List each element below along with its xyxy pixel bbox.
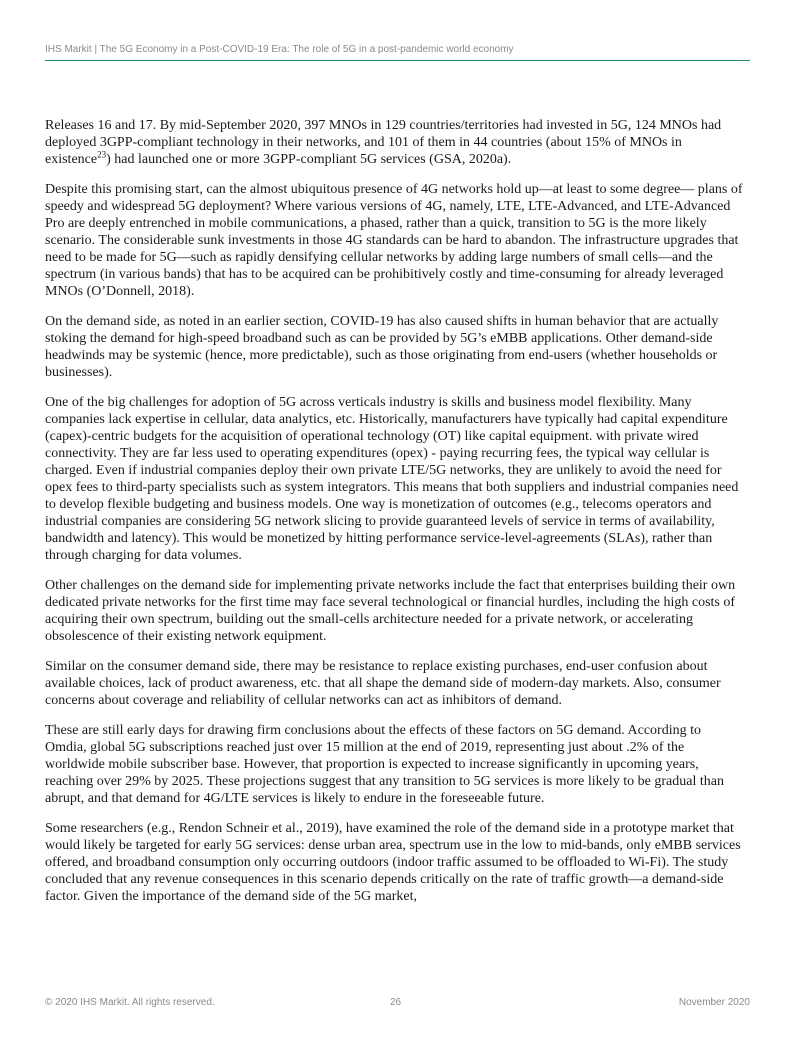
paragraph-1-text-b: ) had launched one or more 3GPP-compliant 5G services (GSA, 2020a). <box>106 152 512 167</box>
running-header: IHS Markit | The 5G Economy in a Post-COVID-19 Era: The role of 5G in a post-pandemic world economy <box>45 44 514 55</box>
paragraph-5: Other challenges on the demand side for implementing private networks include the fact that enterprises building their own dedicated private networks for the first time may face several technological or financial hurdles, including the high costs of acquiring their own spectrum, building out the small-cells architecture needed for a private network, or accelerating obsolescence of their existing network equipment. <box>45 578 736 644</box>
paragraph-8: Some researchers (e.g., Rendon Schneir et al., 2019), have examined the role of the demand side in a prototype market that would likely be targeted for early 5G services: dense urban area, spectrum use in the low to mid-bands, only eMBB services offered, and broadband consumption only occurring outdoors (indoor traffic assumed to be offloaded to Wi-Fi). The study concluded that any revenue consequences in this scenario depends critically on the rate of traffic growth—a demand-side factor. Given the importance of the demand side of the 5G market, <box>45 821 741 904</box>
page-footer <box>45 997 750 1011</box>
document-body <box>45 117 745 918</box>
paragraph-1-text-a: Releases 16 and 17. By mid-September 2020, 397 MNOs in 129 countries/territories had invested in 5G, 124 MNOs had deployed 3GPP-compliant technology in their networks, and 101 of them in 44 countries (about 15% of MNOs in existence <box>45 118 722 167</box>
paragraph-2: Despite this promising start, can the almost ubiquitous presence of 4G networks hold up—at least to some degree— plans of speedy and widespread 5G deployment? Where various versions of 4G, namely, LTE, LTE-Advanced, and LTE-Advanced Pro are deeply entrenched in mobile communications, a phased, rather than a quick, transition to 5G is the more likely scenario. The considerable sunk investments in those 4G standards can be hard to abandon. The infrastructure upgrades that need to be made for 5G—such as rapidly densifying cellular networks by adding large numbers of small cells—and the spectrum (in various bands) that has to be acquired can be prohibitively costly and time-consuming for already leveraged MNOs (O’Donnell, 2018). <box>45 182 743 299</box>
footnote-ref-23[interactable]: 23 <box>97 149 107 160</box>
paragraph-4: One of the big challenges for adoption of 5G across verticals industry is skills and business model flexibility. Many companies lack expertise in cellular, data analytics, etc. Historically, manufacturers have typically had capital expenditure (capex)-centric budgets for the acquisition of operational technology (OT) like capital equipment. with private wired connectivity. They are far less used to operating expenditures (opex) - paying recurring fees, the typical way cellular is charged. Even if industrial companies deploy their own private LTE/5G networks, they are unlikely to avoid the need for opex fees to third-party specialists such as system integrators. This means that both suppliers and industrial companies need to develop flexible budgeting and business models. One way is monetization of outcomes (e.g., telecoms operators and industrial companies are considering 5G network slicing to provide guaranteed levels of service in terms of availability, bandwidth and latency). This would be monetized by hitting performance service-level-agreements (SLAs), rather than through charging for data volumes. <box>45 395 739 563</box>
footer-page-number: 26 <box>390 997 402 1008</box>
paragraph-1 <box>45 117 745 168</box>
paragraph-3: On the demand side, as noted in an earlier section, COVID-19 has also caused shifts in human behavior that are actually stoking the demand for high-speed broadband such as can be provided by 5G’s eMBB applications. Other demand-side headwinds may be systemic (hence, more predictable), such as those originating from end-users (whether households or businesses). <box>45 314 719 380</box>
paragraph-6: Similar on the consumer demand side, there may be resistance to replace existing purchases, end-user confusion about available choices, lack of product awareness, etc. that all shape the demand side of modern-day markets. Also, consumer concerns about coverage and reliability of cellular networks can act as inhibitors of demand. <box>45 659 721 708</box>
footer-date: November 2020 <box>678 997 750 1008</box>
header-divider <box>45 60 750 61</box>
footer-copyright: © 2020 IHS Markit. All rights reserved. <box>45 997 215 1008</box>
paragraph-7: These are still early days for drawing firm conclusions about the effects of these factors on 5G demand. According to Omdia, global 5G subscriptions reached just over 15 million at the end of 2019, representing just about .2% of the worldwide mobile subscriber base. However, that proportion is expected to increase significantly in upcoming years, reaching over 29% by 2025. These projections suggest that any transition to 5G services is more likely to be gradual than abrupt, and that demand for 4G/LTE services is likely to endure in the foreseeable future. <box>45 723 724 806</box>
